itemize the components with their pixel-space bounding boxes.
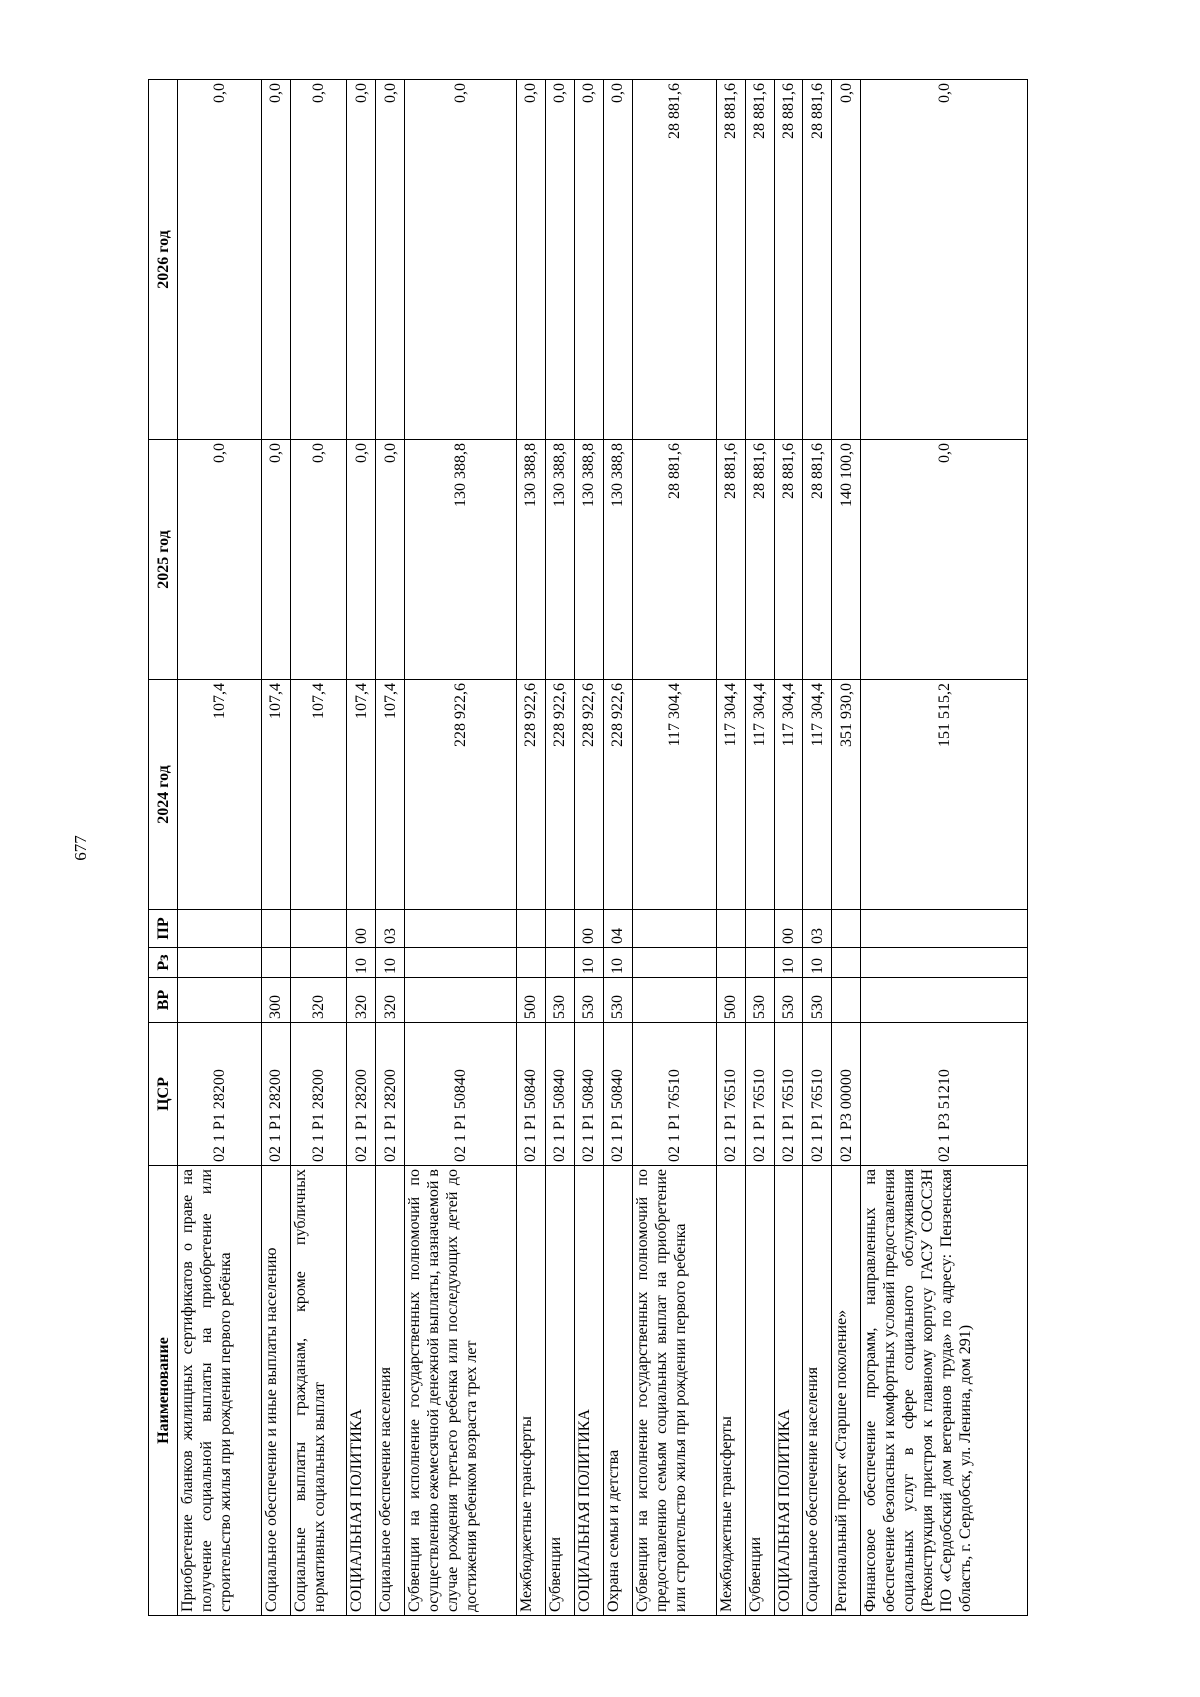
row-2024: 228 922,6 (574, 680, 603, 910)
row-2026: 0,0 (405, 80, 516, 440)
page-number: 677 (71, 835, 90, 861)
row-name: Субвенции (545, 1166, 574, 1616)
row-pr (178, 910, 262, 948)
row-vr: 530 (774, 978, 803, 1023)
row-rz (405, 948, 516, 978)
row-2026: 0,0 (603, 80, 632, 440)
row-2026: 0,0 (347, 80, 376, 440)
row-vr: 500 (516, 978, 545, 1023)
row-pr: 00 (774, 910, 803, 948)
row-csr: 02 1 P1 50840 (516, 1023, 545, 1166)
row-vr: 500 (716, 978, 745, 1023)
row-2026: 0,0 (832, 80, 861, 440)
row-name: Социальное обеспечение и иные выплаты населению (261, 1166, 290, 1616)
row-2024: 117 304,4 (745, 680, 774, 910)
row-pr: 00 (574, 910, 603, 948)
row-name: Субвенции на исполнение государственных полномочий по предоставлению семьям социальных выплат на приобретение или строительство жилья при рождении первого ребенка (632, 1166, 716, 1616)
table-row (261, 80, 290, 1616)
table-row (178, 80, 262, 1616)
row-csr: 02 1 P1 76510 (803, 1023, 832, 1166)
table-row (347, 80, 376, 1616)
row-2024: 228 922,6 (603, 680, 632, 910)
row-rz: 10 (574, 948, 603, 978)
row-2026: 28 881,6 (745, 80, 774, 440)
row-2025: 130 388,8 (545, 440, 574, 680)
row-name: Межбюджетные трансферты (716, 1166, 745, 1616)
header-vr: ВР (149, 978, 178, 1023)
row-rz (290, 948, 346, 978)
row-rz: 10 (603, 948, 632, 978)
row-pr (261, 910, 290, 948)
row-2025: 0,0 (261, 440, 290, 680)
row-2025: 28 881,6 (803, 440, 832, 680)
row-2025: 0,0 (290, 440, 346, 680)
rotated-table-content (148, 80, 1028, 1616)
table-row (716, 80, 745, 1616)
row-2026: 28 881,6 (632, 80, 716, 440)
row-vr: 530 (603, 978, 632, 1023)
row-rz: 10 (376, 948, 405, 978)
row-vr: 320 (347, 978, 376, 1023)
row-vr (178, 978, 262, 1023)
row-csr: 02 1 P1 76510 (632, 1023, 716, 1166)
row-2024: 107,4 (178, 680, 262, 910)
row-rz: 10 (774, 948, 803, 978)
row-2026: 0,0 (261, 80, 290, 440)
row-2025: 28 881,6 (745, 440, 774, 680)
header-2024: 2024 год (149, 680, 178, 910)
row-csr: 02 1 P1 28200 (376, 1023, 405, 1166)
rotated-table-region (148, 80, 1028, 1616)
row-csr: 02 1 P1 50840 (574, 1023, 603, 1166)
header-row (149, 80, 178, 1616)
table-body (178, 80, 1028, 1616)
row-rz (632, 948, 716, 978)
header-csr: ЦСР (149, 1023, 178, 1166)
row-name: Субвенции (745, 1166, 774, 1616)
row-csr: 02 1 P3 00000 (832, 1023, 861, 1166)
row-rz (516, 948, 545, 978)
row-2024: 228 922,6 (405, 680, 516, 910)
row-vr: 530 (545, 978, 574, 1023)
row-2024: 107,4 (376, 680, 405, 910)
row-2024: 228 922,6 (516, 680, 545, 910)
table-row (745, 80, 774, 1616)
header-rz: Рз (149, 948, 178, 978)
table-row (376, 80, 405, 1616)
row-pr: 03 (376, 910, 405, 948)
header-2025: 2025 год (149, 440, 178, 680)
row-csr: 02 1 P1 76510 (745, 1023, 774, 1166)
row-2025: 130 388,8 (574, 440, 603, 680)
row-vr (405, 978, 516, 1023)
row-2025: 28 881,6 (632, 440, 716, 680)
row-rz (745, 948, 774, 978)
row-name: Социальное обеспечение населения (376, 1166, 405, 1616)
row-2025: 130 388,8 (405, 440, 516, 680)
row-2024: 351 930,0 (832, 680, 861, 910)
row-csr: 02 1 P1 50840 (545, 1023, 574, 1166)
row-2025: 0,0 (178, 440, 262, 680)
row-rz (178, 948, 262, 978)
row-2025: 0,0 (347, 440, 376, 680)
row-csr: 02 1 P1 28200 (261, 1023, 290, 1166)
table-row (405, 80, 516, 1616)
row-2024: 117 304,4 (803, 680, 832, 910)
table-row (603, 80, 632, 1616)
row-name: Приобретение бланков жилищных сертификатов о праве на получение социальной выплаты на приобретение или строительство жилья при рождении первого ребёнка (178, 1166, 262, 1616)
row-vr: 300 (261, 978, 290, 1023)
row-2024: 107,4 (290, 680, 346, 910)
row-pr (716, 910, 745, 948)
row-pr (632, 910, 716, 948)
table-row (861, 80, 1028, 1616)
row-csr: 02 1 P1 28200 (347, 1023, 376, 1166)
row-2025: 28 881,6 (774, 440, 803, 680)
row-2026: 0,0 (545, 80, 574, 440)
row-2026: 28 881,6 (803, 80, 832, 440)
row-rz (832, 948, 861, 978)
row-name: Социальные выплаты гражданам, кроме публичных нормативных социальных выплат (290, 1166, 346, 1616)
row-vr (861, 978, 1028, 1023)
row-pr (405, 910, 516, 948)
row-2026: 0,0 (861, 80, 1028, 440)
row-vr (832, 978, 861, 1023)
table-row (574, 80, 603, 1616)
row-csr: 02 1 P3 51210 (861, 1023, 1028, 1166)
row-csr: 02 1 P1 76510 (716, 1023, 745, 1166)
row-2026: 0,0 (376, 80, 405, 440)
row-pr (832, 910, 861, 948)
row-2025: 140 100,0 (832, 440, 861, 680)
row-2025: 130 388,8 (603, 440, 632, 680)
table-row (803, 80, 832, 1616)
row-name: Финансовое обеспечение программ, направленных на обеспечение безопасных и комфортных условий предоставления социальных услуг в сфере социального обслуживания (Реконструкция пристроя к главному корпусу ГАСУ СОССЗН ПО «Сердобский дом ветеранов труда» по адресу: Пензенская область, г. Сердобск, ул. Ленина, дом 291) (861, 1166, 1028, 1616)
row-rz (861, 948, 1028, 978)
row-2024: 228 922,6 (545, 680, 574, 910)
row-csr: 02 1 P1 50840 (405, 1023, 516, 1166)
row-name: Социальное обеспечение населения (803, 1166, 832, 1616)
table-row (516, 80, 545, 1616)
row-pr (290, 910, 346, 948)
row-vr: 530 (574, 978, 603, 1023)
row-vr (632, 978, 716, 1023)
row-name: Региональный проект «Старшее поколение» (832, 1166, 861, 1616)
header-name: Наименование (149, 1166, 178, 1616)
row-csr: 02 1 P1 28200 (178, 1023, 262, 1166)
row-vr: 530 (745, 978, 774, 1023)
row-name: Субвенции на исполнение государственных полномочий по осуществлению ежемесячной денежной выплаты, назначаемой в случае рождения третьего ребенка или последующих детей до достижения ребенком возраста трех лет (405, 1166, 516, 1616)
row-2026: 0,0 (574, 80, 603, 440)
row-pr: 00 (347, 910, 376, 948)
table-row (290, 80, 346, 1616)
row-rz (545, 948, 574, 978)
table-row (632, 80, 716, 1616)
header-pr: ПР (149, 910, 178, 948)
row-vr: 320 (376, 978, 405, 1023)
row-vr: 530 (803, 978, 832, 1023)
table-row (774, 80, 803, 1616)
row-csr: 02 1 P1 76510 (774, 1023, 803, 1166)
row-2026: 28 881,6 (774, 80, 803, 440)
table-row (545, 80, 574, 1616)
row-2024: 117 304,4 (716, 680, 745, 910)
row-2026: 0,0 (290, 80, 346, 440)
row-2024: 107,4 (347, 680, 376, 910)
row-name: Охрана семьи и детства (603, 1166, 632, 1616)
row-2026: 0,0 (516, 80, 545, 440)
row-2024: 151 515,2 (861, 680, 1028, 910)
row-rz: 10 (347, 948, 376, 978)
row-csr: 02 1 P1 50840 (603, 1023, 632, 1166)
row-2025: 0,0 (376, 440, 405, 680)
row-rz (716, 948, 745, 978)
row-pr: 03 (803, 910, 832, 948)
row-name: СОЦИАЛЬНАЯ ПОЛИТИКА (574, 1166, 603, 1616)
row-vr: 320 (290, 978, 346, 1023)
row-2026: 0,0 (178, 80, 262, 440)
row-2024: 117 304,4 (632, 680, 716, 910)
row-pr: 04 (603, 910, 632, 948)
row-pr (545, 910, 574, 948)
row-name: СОЦИАЛЬНАЯ ПОЛИТИКА (774, 1166, 803, 1616)
row-rz (261, 948, 290, 978)
row-pr (516, 910, 545, 948)
row-2025: 0,0 (861, 440, 1028, 680)
row-2025: 130 388,8 (516, 440, 545, 680)
row-2026: 28 881,6 (716, 80, 745, 440)
row-rz: 10 (803, 948, 832, 978)
row-2024: 117 304,4 (774, 680, 803, 910)
row-2024: 107,4 (261, 680, 290, 910)
row-pr (861, 910, 1028, 948)
budget-table (148, 79, 1028, 1616)
row-pr (745, 910, 774, 948)
table-row (832, 80, 861, 1616)
row-name: СОЦИАЛЬНАЯ ПОЛИТИКА (347, 1166, 376, 1616)
header-2026: 2026 год (149, 80, 178, 440)
row-2025: 28 881,6 (716, 440, 745, 680)
row-name: Межбюджетные трансферты (516, 1166, 545, 1616)
row-csr: 02 1 P1 28200 (290, 1023, 346, 1166)
